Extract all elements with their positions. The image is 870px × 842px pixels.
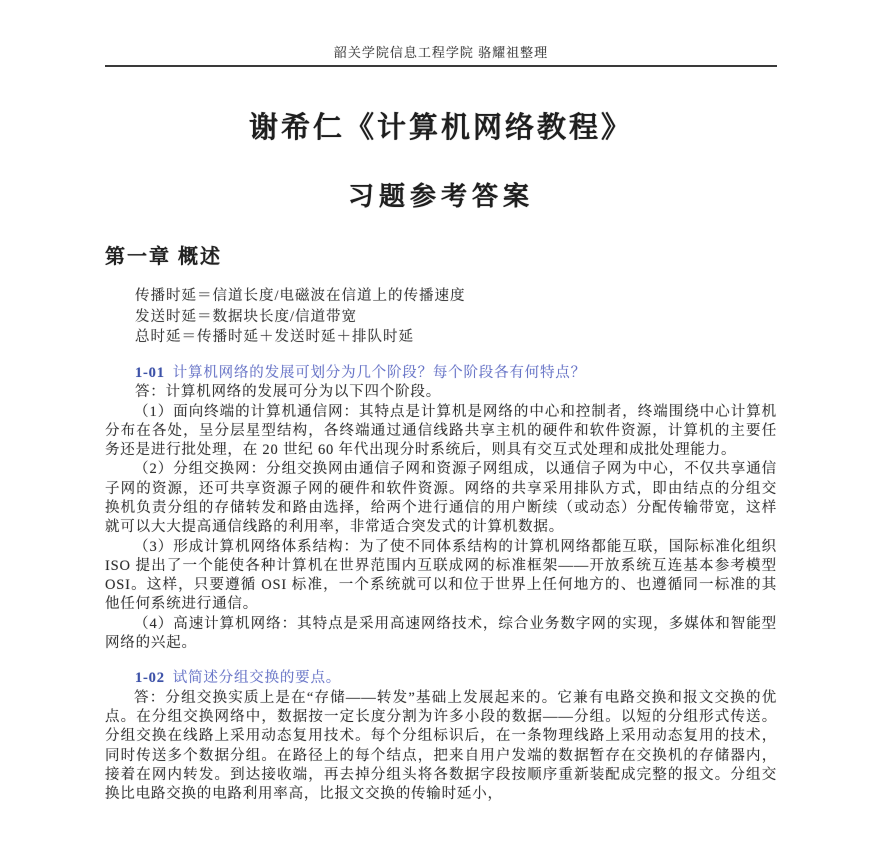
header-rule xyxy=(105,65,777,67)
page-header: 韶关学院信息工程学院 骆耀祖整理 xyxy=(333,45,549,60)
answer-paragraph: （4）高速计算机网络：其特点是采用高速网络技术，综合业务数字网的实现，多媒体和智能型网络的兴起。 xyxy=(105,615,777,652)
answer-paragraph: （1）面向终端的计算机通信网：其特点是计算机是网络的中心和控制者，终端围绕中心计算机分布在各处，呈分层星型结构，各终端通过通信线路共享主机的硬件和软件资源，计算机的主要任务还是进行批处理，在 20 世纪 60 年代出现分时系统后，则具有交互式处理和成批处理能力。 xyxy=(105,403,777,459)
formula-line-transmission-delay: 发送时延＝数据块长度/信道带宽 xyxy=(135,308,358,325)
doc-title: 谢希仁《计算机网络教程》 xyxy=(248,112,633,144)
doc-subtitle: 习题参考答案 xyxy=(347,182,534,211)
question-number: 1-02 xyxy=(135,670,165,687)
question-heading-1-01 xyxy=(135,364,777,384)
formula-line-total-delay: 总时延＝传播时延＋发送时延＋排队时延 xyxy=(135,329,414,345)
answer-paragraph: （2）分组交换网：分组交换网由通信子网和资源子网组成，以通信子网为中心，不仅共享通信子网的资源，还可共享资源子网的硬件和软件资源。网络的共享采用排队方式，即由结点的分组交换机负责分组的存储转发和路由选择，给两个进行通信的用户断续（或动态）分配传输带宽，这样就可以大大提高通信线路的利用率，非常适合突发式的计算机数据。 xyxy=(105,461,777,536)
question-text: 试简述分组交换的要点。 xyxy=(172,670,342,687)
formula-line-propagation-delay: 传播时延＝信道长度/电磁波在信道上的传播速度 xyxy=(135,288,466,304)
question-text: 计算机网络的发展可划分为几个阶段？每个阶段各有何特点？ xyxy=(172,364,586,381)
content-column xyxy=(105,0,777,805)
question-heading-1-02 xyxy=(135,669,777,689)
answer-paragraph: （3）形成计算机网络体系结构：为了使不同体系结构的计算机网络都能互联，国际标准化组织 ISO 提出了一个能使各种计算机在世界范围内互联成网的标准框架——开放系统互连基本参考模型 OSI。这样，只要遵循 OSI 标准，一个系统就可以和位于世界上任何地方的、也遵循同一标准的其他任何系统进行通信。 xyxy=(105,538,777,613)
formula-block xyxy=(105,286,777,348)
chapter-heading: 第一章 概述 xyxy=(105,246,222,268)
answer-paragraph: 答：分组交换实质上是在“存储——转发”基础上发展起来的。它兼有电路交换和报文交换的优点。在分组交换网络中，数据按一定长度分割为许多小段的数据——分组。以短的分组形式传送。分组交换在线路上采用动态复用技术。每个分组标识后，在一条物理线路上采用动态复用的技术，同时传送多个数据分组。在路径上的每个结点，把来自用户发端的数据暂存在交换机的存储器内，接着在网内转发。到达接收端，再去掉分组头将各数据字段按顺序重新装配成完整的报文。分组交换比电路交换的电路利用率高，比报文交换的传输时延小， xyxy=(105,689,777,803)
answer-intro-1-01: 答：计算机网络的发展可分为以下四个阶段。 xyxy=(135,384,441,400)
question-number: 1-01 xyxy=(135,364,165,381)
